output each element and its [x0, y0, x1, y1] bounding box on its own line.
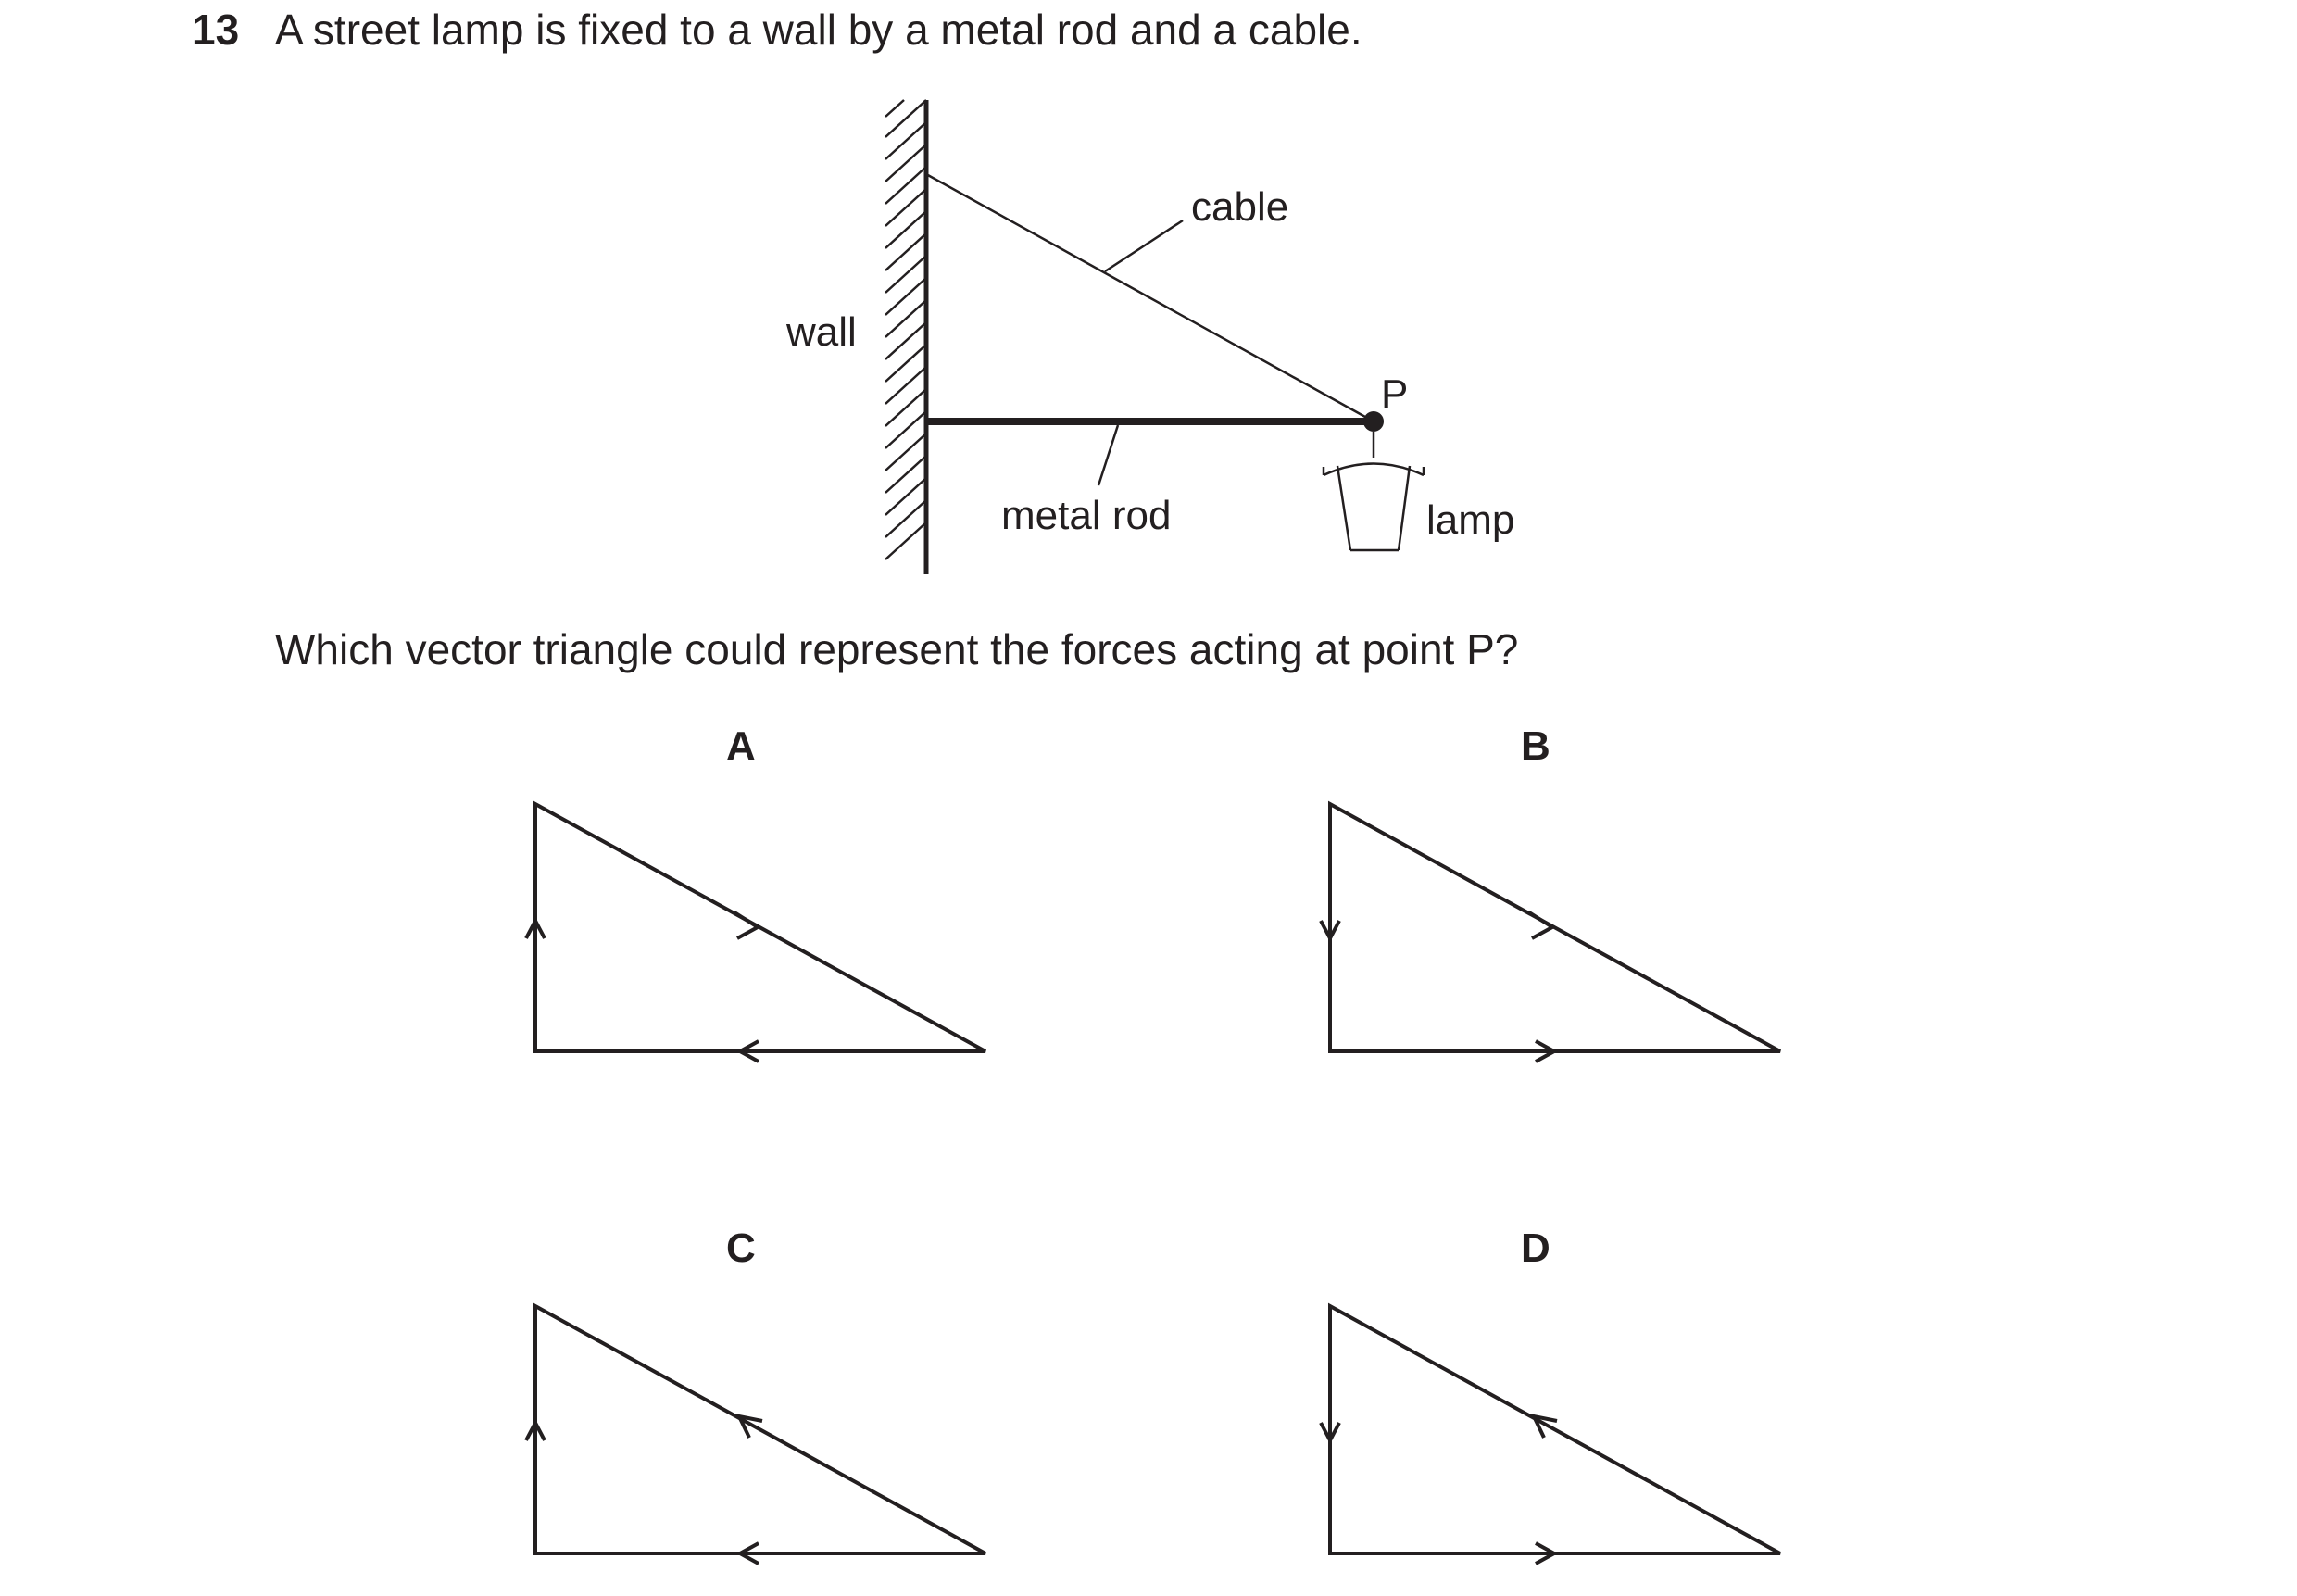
cable-label: cable	[1191, 184, 1289, 230]
lamp-label: lamp	[1426, 497, 1515, 543]
option-d-letter: D	[1521, 1225, 1550, 1271]
cable-line	[926, 174, 1374, 421]
option-a-letter: A	[726, 723, 756, 769]
option-c-letter: C	[726, 1225, 756, 1271]
option-d-triangle	[1330, 1306, 1780, 1553]
street-lamp-diagram	[0, 0, 2297, 611]
option-b[interactable]	[1321, 723, 1780, 1062]
arrow-down-right-icon	[1529, 912, 1552, 938]
option-b-letter: B	[1521, 723, 1550, 769]
point-p-label: P	[1381, 371, 1409, 417]
wall-hatching	[885, 100, 926, 559]
cable-leader	[1105, 220, 1183, 271]
lamp-icon	[1324, 432, 1424, 550]
option-c[interactable]	[526, 1225, 985, 1564]
rod-leader	[1098, 425, 1118, 485]
option-c-triangle	[535, 1306, 985, 1553]
option-d[interactable]	[1321, 1225, 1780, 1564]
question-text: A street lamp is fixed to a wall by a metal rod and a cable.	[275, 6, 1362, 54]
question-prompt: Which vector triangle could represent the forces acting at point P?	[275, 625, 1519, 673]
option-a[interactable]	[526, 723, 985, 1062]
question-number: 13	[192, 6, 240, 54]
arrow-down-right-icon	[734, 912, 758, 938]
metal-rod-label: metal rod	[1001, 493, 1172, 538]
wall-label: wall	[786, 309, 857, 355]
